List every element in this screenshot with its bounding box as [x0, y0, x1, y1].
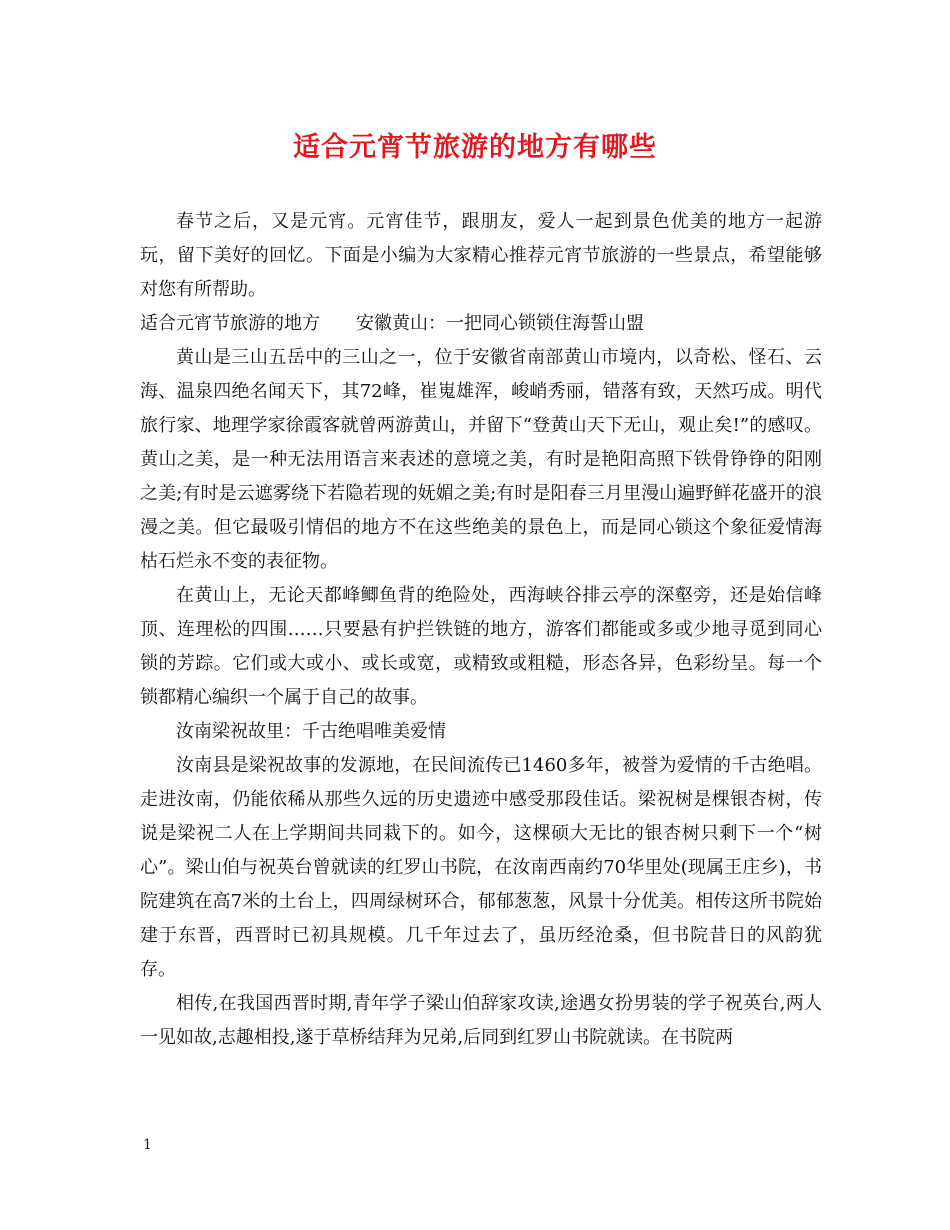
huangshan-paragraph-1: 黄山是三山五岳中的三山之一，位于安徽省南部黄山市境内，以奇松、怪石、云海、温泉四绝名闻天下，其72峰，崔嵬雄浑，峻峭秀丽，错落有致，天然巧成。明代旅行家、地理学家徐霞客就曾两游黄山，并留下“登黄山天下无山，观止矣!”的感叹。黄山之美，是一种无法用语言来表述的意境之美，有时是艳阳高照下铁骨铮铮的阳刚之美;有时是云遮雾绕下若隐若现的妩媚之美;有时是阳春三月里漫山遍野鲜花盛开的浪漫之美。但它最吸引情侣的地方不在这些绝美的景色上，而是同心锁这个象征爱情海枯石烂永不变的表征物。 [140, 347, 822, 572]
huangshan-paragraph-2: 在黄山上，无论天都峰鲫鱼背的绝险处，西海峡谷排云亭的深壑旁，还是始信峰顶、连理松的四围……只要悬有护拦铁链的地方，游客们都能或多或少地寻觅到同心锁的芳踪。它们或大或小、或长或宽，或精致或粗糙，形态各异，色彩纷呈。每一个锁都精心编织一个属于自己的故事。 [140, 585, 822, 708]
runan-heading: 汝南梁祝故里：千古绝唱唯美爱情 [176, 721, 446, 742]
runan-paragraph-2: 相传,在我国西晋时期,青年学子梁山伯辞家攻读,途遇女扮男装的学子祝英台,两人一见如故,志趣相投,遂于草桥结拜为兄弟,后同到红罗山书院就读。在书院两 [140, 993, 822, 1048]
intro-paragraph: 春节之后，又是元宵。元宵佳节，跟朋友，爱人一起到景色优美的地方一起游玩，留下美好的回忆。下面是小编为大家精心推荐元宵节旅游的一些景点，希望能够对您有所帮助。 [140, 211, 822, 300]
runan-paragraph-1: 汝南县是梁祝故事的发源地，在民间流传已1460多年，被誉为爱情的千古绝唱。走进汝南，仍能依稀从那些久远的历史遗迹中感受那段佳话。梁祝树是棵银杏树，传说是梁祝二人在上学期间共同栽下的。如今，这棵硕大无比的银杏树只剩下一个“树心”。梁山伯与祝英台曾就读的红罗山书院，在汝南西南约70华里处(现属王庄乡)，书院建筑在高7米的土台上，四周绿树环合，郁郁葱葱，风景十分优美。相传这所书院始建于东晋，西晋时已初具规模。几千年过去了，虽历经沧桑，但书院昔日的风韵犹存。 [140, 755, 822, 980]
document-title: 适合元宵节旅游的地方有哪些 [293, 132, 657, 163]
page-number: 1 [143, 1137, 152, 1153]
document-body [140, 205, 822, 1055]
huangshan-heading: 安徽黄山：一把同心锁锁住海誓山盟 [356, 313, 644, 334]
section-heading-line [140, 307, 822, 341]
section-label: 适合元宵节旅游的地方 [140, 313, 320, 334]
